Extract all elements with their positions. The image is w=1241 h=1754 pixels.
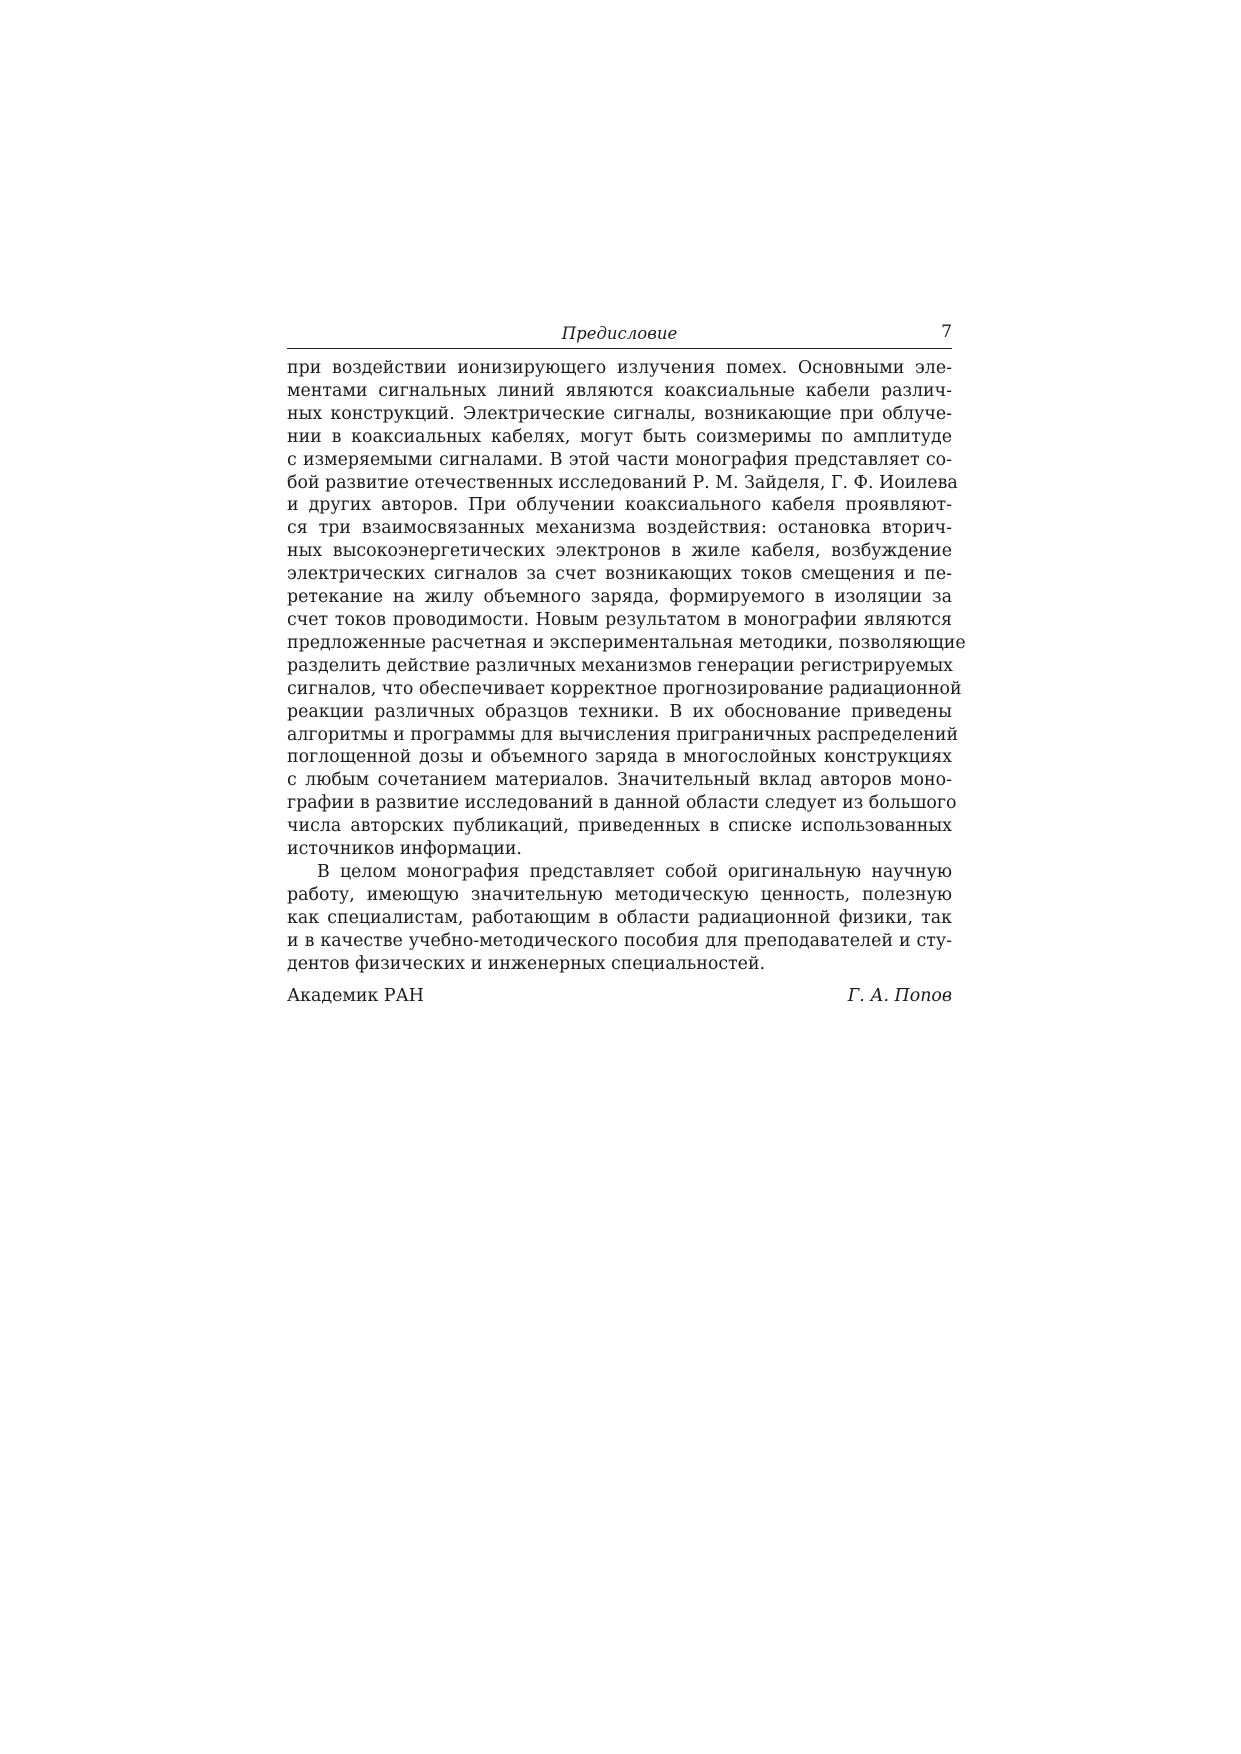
text-line: нии в коаксиальных кабелях, могут быть соизмеримы по амплитуде [287, 426, 952, 447]
running-title: Предисловие [561, 324, 678, 343]
text-line: ретекание на жилу объемного заряда, формируемого в изоляции за [287, 587, 952, 608]
text-line: поглощенной дозы и объемного заряда в многослойных конструкциях [287, 747, 952, 768]
text-line: и других авторов. При облучении коаксиального кабеля проявляют- [287, 495, 952, 516]
text-line: бой развитие отечественных исследований Р. М. Зайделя, Г. Ф. Иоилева [287, 472, 958, 493]
paragraph-1 [287, 357, 966, 861]
signatory-name: Г. А. Попов [847, 986, 952, 1007]
text-line: с любым сочетанием материалов. Значительный вклад авторов моно- [287, 770, 952, 791]
text-line: реакции различных образцов техники. В их обоснование приведены [287, 701, 952, 722]
text-line: счет токов проводимости. Новым результатом в монографии являются [287, 609, 952, 630]
text-line: дентов физических и инженерных специальностей. [287, 953, 766, 974]
running-head [287, 322, 952, 349]
text-line: при воздействии ионизирующего излучения помех. Основными эле- [287, 358, 952, 378]
text-line: разделить действие различных механизмов генерации регистрируемых [287, 655, 953, 676]
page-number: 7 [941, 322, 952, 342]
text-line: работу, имеющую значительную методическую ценность, полезную [287, 884, 952, 905]
text-line: и в качестве учебно-методического пособия для преподавателей и сту- [287, 930, 952, 951]
text-line: В целом монография представляет собой оригинальную научную [317, 861, 952, 882]
text-line: алгоритмы и программы для вычисления приграничных распределений [287, 724, 959, 745]
book-page [287, 322, 966, 1009]
paragraph-2 [287, 861, 952, 976]
text-line: электрических сигналов за счет возникающих токов смещения и пе- [287, 564, 952, 585]
text-line: ных конструкций. Электрические сигналы, возникающие при облуче- [287, 403, 952, 424]
text-line: с измеряемыми сигналами. В этой части монография представляет со- [287, 449, 952, 470]
text-line: графии в развитие исследований в данной области следует из большого [287, 793, 957, 814]
body-text [287, 357, 966, 975]
text-line: предложенные расчетная и экспериментальная методики, позволяющие [287, 632, 966, 653]
text-line: ментами сигнальных линий являются коаксиальные кабели различ- [287, 380, 952, 401]
signatory-title: Академик РАН [287, 986, 424, 1007]
text-line: как специалистам, работающим в области радиационной физики, так [287, 907, 952, 928]
text-line: числа авторских публикаций, приведенных в списке использованных [287, 816, 952, 837]
text-line: ся три взаимосвязанных механизма воздействия: остановка вторич- [287, 518, 952, 539]
text-line: ных высокоэнергетических электронов в жиле кабеля, возбуждение [287, 541, 952, 562]
signature-block [287, 985, 952, 1009]
text-line: источников информации. [287, 839, 522, 860]
text-line: сигналов, что обеспечивает корректное прогнозирование радиационной [287, 678, 962, 699]
